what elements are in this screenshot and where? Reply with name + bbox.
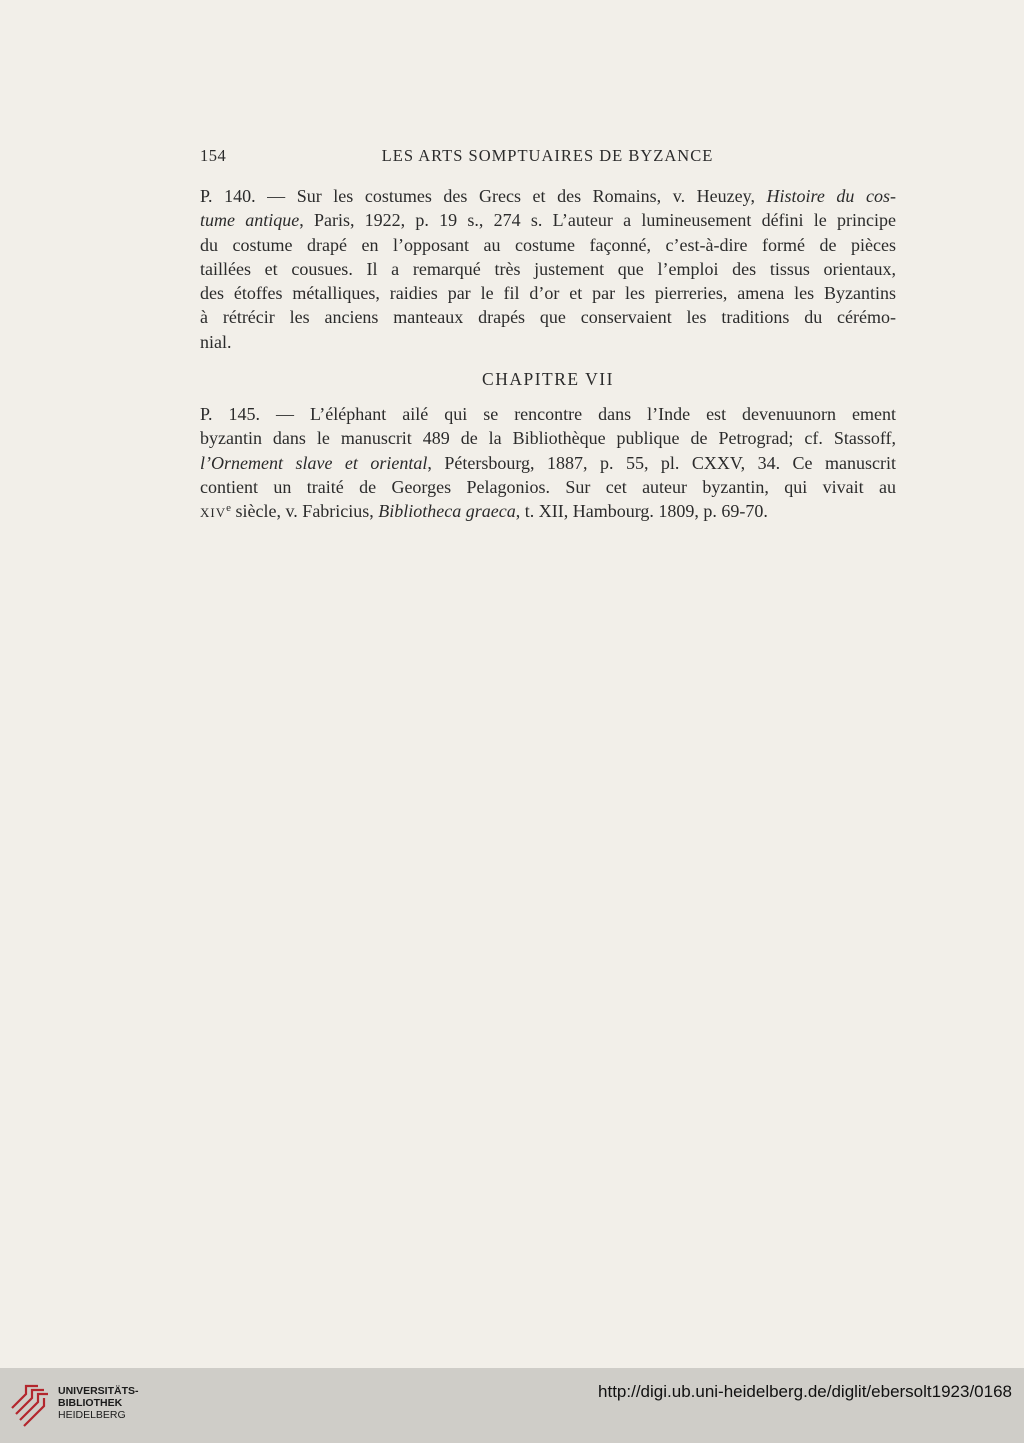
- italic-run: Bibliotheca graeca: [378, 501, 516, 522]
- text-line: [200, 451, 896, 475]
- university-library-logo-icon: [8, 1378, 52, 1432]
- text-line: P. 145. — L’éléphant ailé qui se rencontre dans l’Inde est devenuunorn ement: [200, 404, 896, 424]
- text-run: , Paris, 1922, p. 19 s., 274 s. L’auteur a lumineusement défini le principe: [299, 210, 896, 231]
- text-line: taillées et cousues. Il a remarqué très justement que l’emploi des tissus orientaux,: [200, 258, 896, 279]
- text-run: P. 140. — Sur les costumes des Grecs et des Romains, v. Heuzey,: [200, 186, 767, 206]
- text-run: siècle, v. Fabricius,: [231, 501, 379, 522]
- chapter-heading: CHAPITRE VII: [482, 369, 614, 389]
- text-line: byzantin dans le manuscrit 489 de la Bibliothèque publique de Petrograd; cf. Stassoff,: [200, 428, 896, 449]
- text-line: à rétrécir les anciens manteaux drapés que conservaient les traditions du cérémo-: [200, 307, 896, 328]
- library-name-line: BIBLIOTHEK: [58, 1397, 123, 1409]
- text-line: contient un traité de Georges Pelagonios. Sur cet auteur byzantin, qui vivait au: [200, 476, 896, 497]
- italic-run: l’Ornement slave et oriental: [200, 452, 428, 473]
- italic-run: Histoire du cos-: [766, 186, 896, 206]
- text-line: du costume drapé en l’opposant au costume façonné, c’est-à-dire formé de pièces: [200, 234, 896, 255]
- note-paragraph-145: [200, 402, 896, 525]
- library-name-line: UNIVERSITÄTS-: [58, 1385, 139, 1397]
- text-run: , t. XII, Hambourg. 1809, p. 69-70.: [515, 501, 768, 522]
- text-run: , Pétersbourg, 1887, p. 55, pl. CXXV, 34. Ce manuscrit: [427, 452, 896, 473]
- text-line: [200, 499, 896, 525]
- library-name-line: HEIDELBERG: [58, 1409, 126, 1421]
- text-line: des étoffes métalliques, raidies par le fil d’or et par les pierreries, amena les Byzantins: [200, 283, 896, 304]
- page-number: 154: [200, 146, 227, 165]
- library-footer: [0, 1368, 1024, 1443]
- running-title: LES ARTS SOMPTUAIRES DE BYZANCE: [381, 146, 714, 165]
- text-line: [200, 208, 896, 232]
- library-name: [58, 1385, 139, 1421]
- italic-run: tume antique: [200, 210, 300, 231]
- smallcaps-run: XIV: [200, 505, 227, 521]
- permalink-url[interactable]: http://digi.ub.uni-heidelberg.de/diglit/ebersolt1923/0168: [598, 1382, 1012, 1401]
- superscript: e: [226, 502, 231, 515]
- note-paragraph-140: [200, 184, 896, 354]
- text-line: [200, 184, 896, 208]
- text-line: nial.: [200, 331, 232, 352]
